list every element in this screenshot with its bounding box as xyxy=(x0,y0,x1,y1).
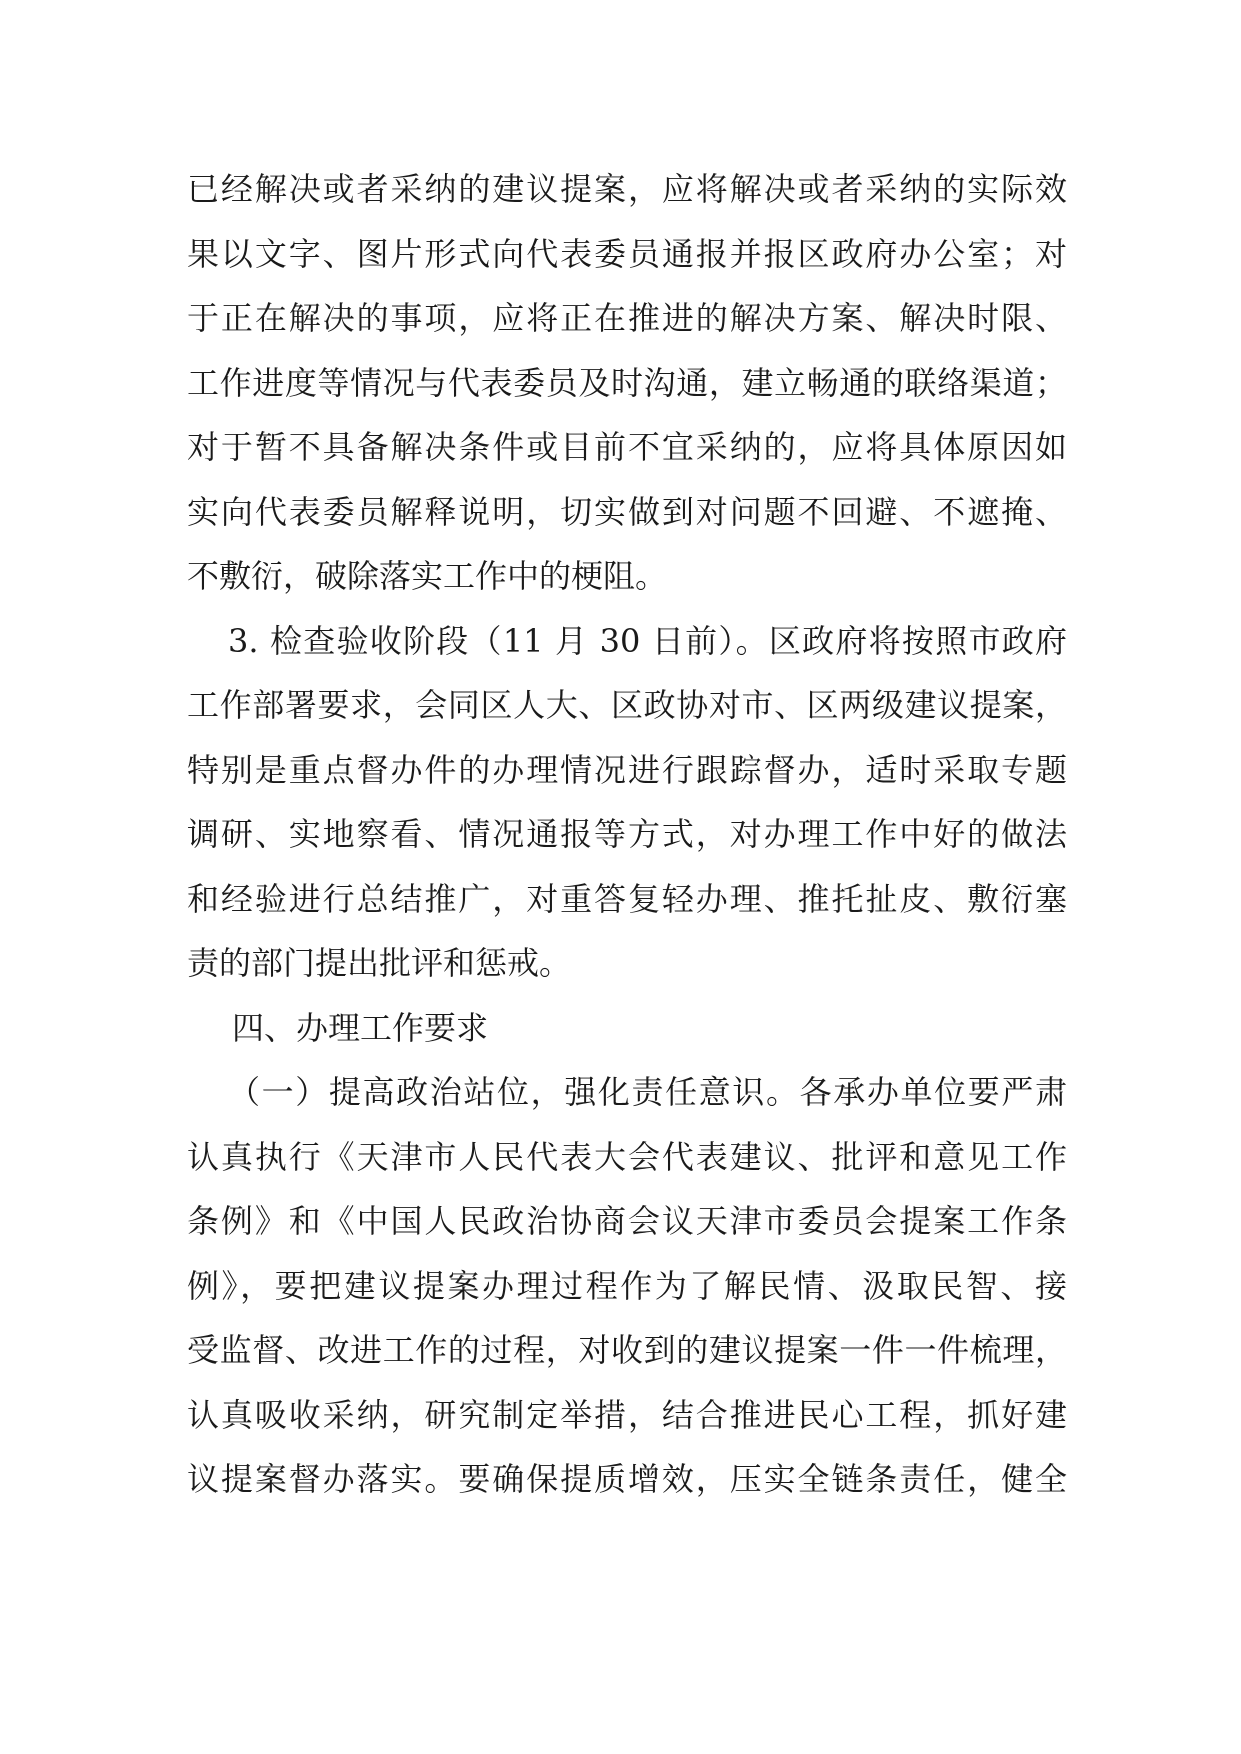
text-line-18: 例》，要把建议提案办理过程作为了解民情、汲取民智、接 xyxy=(187,1266,1067,1305)
body-text xyxy=(187,157,1067,1512)
text-line-19: 受监督、改进工作的过程，对收到的建议提案一件一件梳理， xyxy=(187,1331,1067,1369)
text-line-10: 特别是重点督办件的办理情况进行跟踪督办，适时采取专题 xyxy=(187,750,1067,789)
text-line-15: （一）提高政治站位，强化责任意识。各承办单位要严肃 xyxy=(228,1073,1067,1111)
text-line-5: 对于暂不具备解决条件或目前不宜采纳的，应将具体原因如 xyxy=(187,428,1067,466)
text-line-20: 认真吸收采纳，研究制定举措，结合推进民心工程，抓好建 xyxy=(187,1395,1067,1434)
text-line-1: 已经解决或者采纳的建议提案，应将解决或者采纳的实际效 xyxy=(187,170,1067,208)
text-line-11: 调研、实地察看、情况通报等方式，对办理工作中好的做法 xyxy=(187,815,1067,853)
section-heading: 四、办理工作要求 xyxy=(232,1008,489,1047)
text-line-9: 工作部署要求，会同区人大、区政协对市、区两级建议提案， xyxy=(187,686,1067,724)
text-line-4: 工作进度等情况与代表委员及时沟通，建立畅通的联络渠道； xyxy=(187,363,1067,402)
text-line-17: 条例》和《中国人民政治协商会议天津市委员会提案工作条 xyxy=(187,1202,1067,1240)
text-line-16: 认真执行《天津市人民代表大会代表建议、批评和意见工作 xyxy=(187,1137,1067,1176)
text-line-6: 实向代表委员解释说明，切实做到对问题不回避、不遮掩、 xyxy=(187,492,1067,531)
text-line-7: 不敷衍，破除落实工作中的梗阻。 xyxy=(187,557,668,595)
text-line-3: 于正在解决的事项，应将正在推进的解决方案、解决时限、 xyxy=(187,299,1067,337)
text-line-2: 果以文字、图片形式向代表委员通报并报区政府办公室；对 xyxy=(187,234,1067,273)
text-line-13: 责的部门提出批评和惩戒。 xyxy=(187,944,572,982)
text-line-12: 和经验进行总结推广，对重答复轻办理、推托扯皮、敷衍塞 xyxy=(187,879,1067,918)
text-line-21: 议提案督办落实。要确保提质增效，压实全链条责任，健全 xyxy=(187,1460,1067,1498)
text-line-8: 3. 检查验收阶段（11 月 30 日前）。区政府将按照市政府 xyxy=(228,621,1067,660)
